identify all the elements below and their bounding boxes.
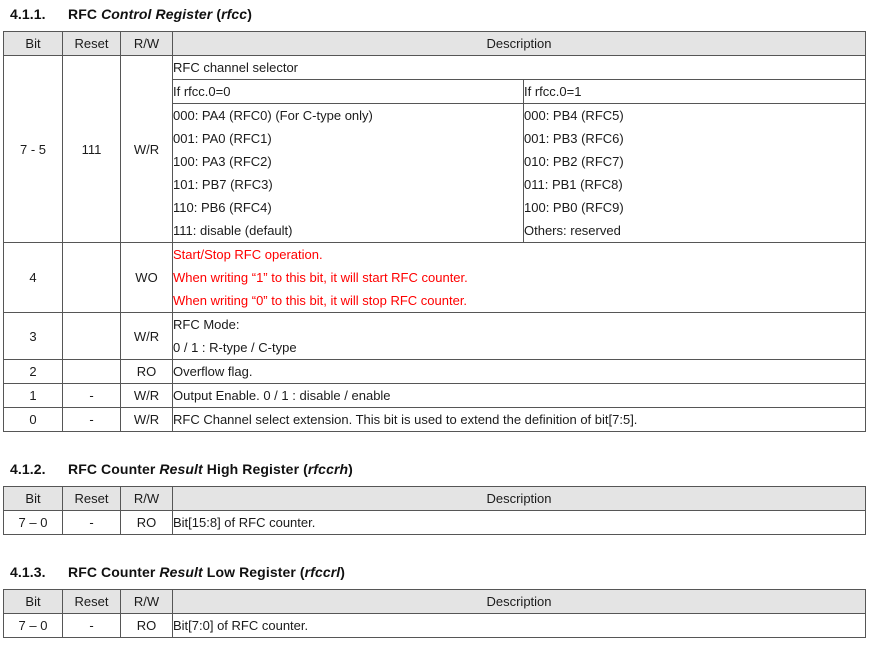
description-cell: Bit[15:8] of RFC counter.: [173, 511, 866, 535]
col-header-bit: Bit: [4, 32, 63, 56]
bit-cell: 4: [4, 243, 63, 313]
description-cell: Bit[7:0] of RFC counter.: [173, 614, 866, 638]
section-rfccrl: [3, 564, 874, 638]
bit-cell: 7 - 5: [4, 56, 63, 243]
title-text-italic: Control Register: [101, 6, 213, 22]
description-line: RFC Mode:: [173, 317, 240, 332]
title-text-italic: Result: [159, 461, 203, 477]
register-bit-row-7-0: [4, 511, 866, 535]
title-text: RFC Counter: [68, 564, 160, 580]
register-bit-row-7-0: [4, 614, 866, 638]
rw-cell: W/R: [121, 56, 173, 243]
option-line: 000: PB4 (RFC5): [524, 108, 624, 123]
description-cell: RFC channel selector: [173, 56, 866, 80]
option-line: 110: PB6 (RFC4): [173, 200, 272, 215]
option-line: 100: PA3 (RFC2): [173, 154, 272, 169]
rfccrl-register-table: [3, 589, 866, 638]
col-header-description: Description: [173, 32, 866, 56]
rw-cell: W/R: [121, 384, 173, 408]
rfcc-register-table: [3, 31, 866, 432]
option-line: 001: PB3 (RFC6): [524, 131, 624, 146]
reset-cell: -: [63, 408, 121, 432]
col-header-rw: R/W: [121, 32, 173, 56]
warning-line: When writing “0” to this bit, it will stop RFC counter.: [173, 293, 468, 308]
description-cell-warning: [173, 243, 866, 313]
option-line: 010: PB2 (RFC7): [524, 154, 624, 169]
description-cell: RFC Channel select extension. This bit is used to extend the definition of bit[7:5].: [173, 408, 866, 432]
register-bit-row-4: [4, 243, 866, 313]
section-rfccrh: [3, 461, 874, 535]
condition-left-cell: If rfcc.0=0: [173, 80, 524, 104]
title-text: Low Register (: [202, 564, 305, 580]
col-header-bit: Bit: [4, 590, 63, 614]
description-cell: [173, 313, 866, 360]
register-bit-row-1: [4, 384, 866, 408]
col-header-reset: Reset: [63, 590, 121, 614]
bit-cell: 7 – 0: [4, 511, 63, 535]
condition-right-cell: If rfcc.0=1: [524, 80, 866, 104]
option-line: 100: PB0 (RFC9): [524, 200, 624, 215]
bit-cell: 1: [4, 384, 63, 408]
register-bit-row-7-5: [4, 56, 866, 80]
title-text: High Register (: [202, 461, 308, 477]
col-header-bit: Bit: [4, 487, 63, 511]
rw-cell: RO: [121, 511, 173, 535]
title-text: RFC Counter: [68, 461, 160, 477]
register-mnemonic: rfccrh: [307, 461, 349, 477]
section-title-rfccrl: [10, 564, 874, 580]
description-cell: Output Enable. 0 / 1 : disable / enable: [173, 384, 866, 408]
rfccrh-register-table: [3, 486, 866, 535]
title-text: ): [340, 564, 346, 580]
option-line: Others: reserved: [524, 223, 621, 238]
section-title-rfccrh: [10, 461, 874, 477]
col-header-reset: Reset: [63, 487, 121, 511]
bit-cell: 7 – 0: [4, 614, 63, 638]
reset-cell: 111: [63, 56, 121, 243]
warning-line: When writing “1” to this bit, it will start RFC counter.: [173, 270, 468, 285]
reset-cell: [63, 313, 121, 360]
section-number: 4.1.3.: [10, 564, 46, 580]
col-header-description: Description: [173, 590, 866, 614]
title-text: ): [348, 461, 353, 477]
option-line: 011: PB1 (RFC8): [524, 177, 623, 192]
reset-cell: -: [63, 384, 121, 408]
option-line: 101: PB7 (RFC3): [173, 177, 273, 192]
register-mnemonic: rfccrl: [304, 564, 341, 580]
col-header-description: Description: [173, 487, 866, 511]
option-line: 000: PA4 (RFC0) (For C-type only): [173, 108, 373, 123]
bit-cell: 3: [4, 313, 63, 360]
rw-cell: RO: [121, 360, 173, 384]
title-text: RFC: [68, 6, 102, 22]
description-line: 0 / 1 : R-type / C-type: [173, 340, 297, 355]
options-left-cell: [173, 104, 524, 243]
register-mnemonic: rfcc: [221, 6, 248, 22]
register-bit-row-2: [4, 360, 866, 384]
options-right-cell: [524, 104, 866, 243]
table-header-row: [4, 32, 866, 56]
section-number: 4.1.2.: [10, 461, 46, 477]
section-title-rfcc: [10, 6, 874, 22]
title-text: ): [247, 6, 252, 22]
rw-cell: W/R: [121, 408, 173, 432]
description-cell: Overflow flag.: [173, 360, 866, 384]
col-header-rw: R/W: [121, 590, 173, 614]
register-bit-row-3: [4, 313, 866, 360]
section-rfcc: [3, 6, 874, 432]
register-bit-row-0: [4, 408, 866, 432]
option-line: 001: PA0 (RFC1): [173, 131, 272, 146]
reset-cell: [63, 243, 121, 313]
rw-cell: RO: [121, 614, 173, 638]
table-header-row: [4, 487, 866, 511]
col-header-rw: R/W: [121, 487, 173, 511]
title-text: (: [212, 6, 222, 22]
bit-cell: 0: [4, 408, 63, 432]
title-text-italic: Result: [159, 564, 203, 580]
reset-cell: -: [63, 511, 121, 535]
col-header-reset: Reset: [63, 32, 121, 56]
warning-line: Start/Stop RFC operation.: [173, 247, 323, 262]
reset-cell: [63, 360, 121, 384]
rw-cell: WO: [121, 243, 173, 313]
option-line: 111: disable (default): [173, 223, 293, 238]
rw-cell: W/R: [121, 313, 173, 360]
bit-cell: 2: [4, 360, 63, 384]
section-number: 4.1.1.: [10, 6, 46, 22]
reset-cell: -: [63, 614, 121, 638]
table-header-row: [4, 590, 866, 614]
